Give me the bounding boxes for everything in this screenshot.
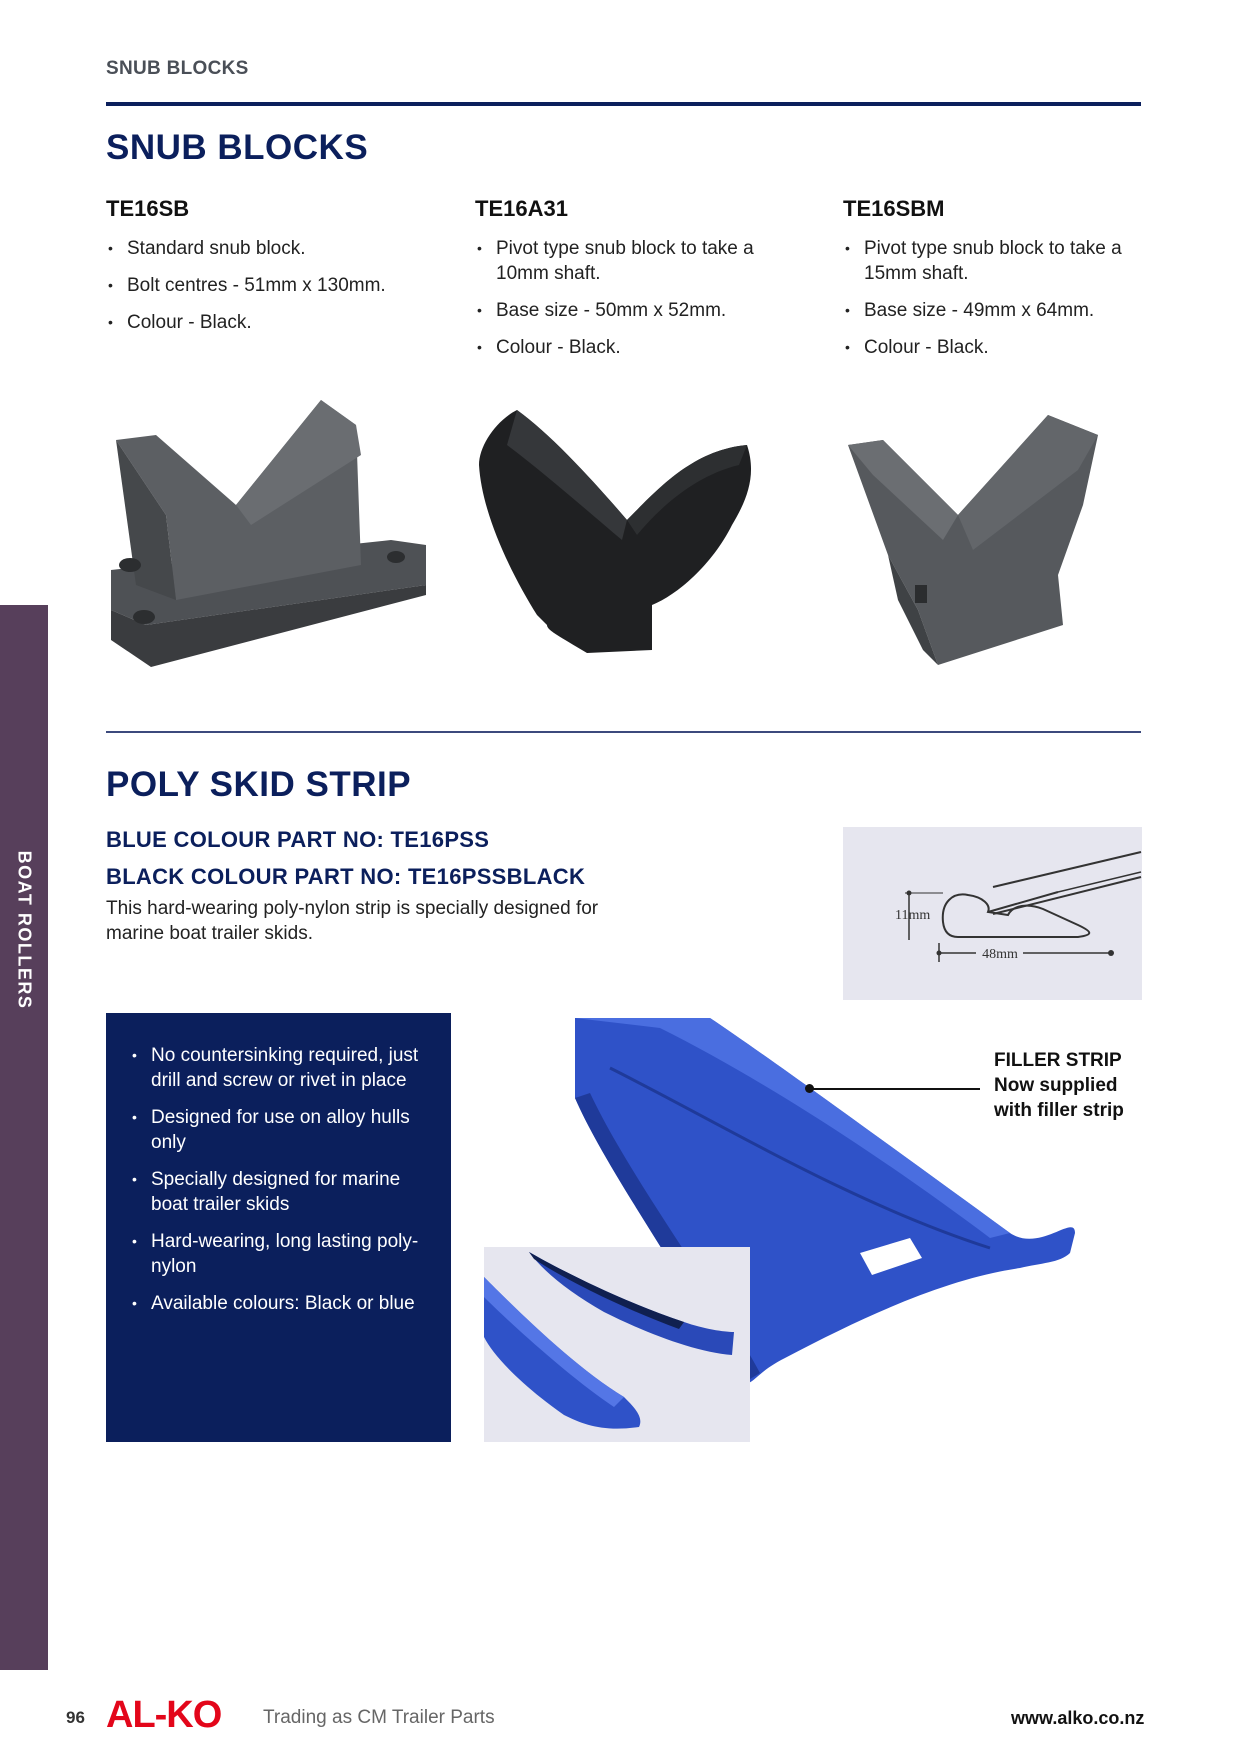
product-te16sbm xyxy=(843,196,1163,372)
profile-diagram xyxy=(843,827,1142,1000)
running-header: SNUB BLOCKS xyxy=(106,58,249,79)
callout-title: FILLER STRIP xyxy=(994,1050,1122,1071)
product-te16sb xyxy=(106,196,426,347)
profile-diagram-drawing xyxy=(843,827,1142,1000)
feature-item: • Hard-wearing, long lasting poly-nylon xyxy=(130,1229,430,1279)
header-rule xyxy=(106,102,1141,106)
alko-logo xyxy=(106,1696,241,1732)
bullet-item: • Standard snub block. xyxy=(106,236,426,261)
product-code: TE16SBM xyxy=(843,196,945,221)
page-number: 96 xyxy=(66,1708,85,1727)
feature-item: • Available colours: Black or blue xyxy=(130,1291,430,1316)
part-number-black: BLACK COLOUR PART NO: TE16PSSBLACK xyxy=(106,864,586,889)
bullet-item: • Pivot type snub block to take a 15mm shaft. xyxy=(843,236,1163,286)
product-code: TE16SB xyxy=(106,196,190,221)
product-te16a31 xyxy=(475,196,795,372)
bullet-item: • Colour - Black. xyxy=(843,335,1163,360)
trading-as-text: Trading as CM Trailer Parts xyxy=(263,1707,495,1728)
filler-strip-callout xyxy=(994,1048,1124,1123)
snub-block-te16sbm-image xyxy=(843,410,1123,665)
product-code: TE16A31 xyxy=(475,196,568,221)
product-bullets xyxy=(843,236,1163,360)
poly-skid-strip-title: POLY SKID STRIP xyxy=(106,765,412,804)
feature-panel xyxy=(106,1013,451,1442)
side-tab-label: BOAT ROLLERS xyxy=(14,850,35,1010)
website-link[interactable]: www.alko.co.nz xyxy=(1011,1708,1145,1728)
feature-list xyxy=(130,1043,430,1328)
feature-item: • No countersinking required, just drill and screw or rivet in place xyxy=(130,1043,430,1093)
feature-item: • Designed for use on alloy hulls only xyxy=(130,1105,430,1155)
bullet-item: • Base size - 50mm x 52mm. xyxy=(475,298,795,323)
snub-block-te16sb-image xyxy=(106,395,426,670)
callout-text-line: Now supplied xyxy=(994,1075,1118,1096)
width-dimension-label: 48mm xyxy=(982,947,1018,962)
product-bullets xyxy=(475,236,795,360)
bullet-item: • Base size - 49mm x 64mm. xyxy=(843,298,1163,323)
strip-profile-inset-drawing xyxy=(484,1247,750,1442)
section-divider xyxy=(106,731,1141,733)
bullet-item: • Colour - Black. xyxy=(106,310,426,335)
alko-logo-text: AL-KO xyxy=(106,1696,222,1732)
callout-leader-line xyxy=(810,1088,980,1090)
side-tab xyxy=(0,605,48,1670)
poly-description: This hard-wearing poly-nylon strip is specially designed for marine boat trailer skids. xyxy=(106,898,599,944)
snub-block-te16a31-image xyxy=(477,405,767,655)
strip-profile-inset xyxy=(484,1247,750,1442)
snub-blocks-title: SNUB BLOCKS xyxy=(106,128,369,167)
height-dimension-label: 11mm xyxy=(895,908,931,923)
bullet-item: • Bolt centres - 51mm x 130mm. xyxy=(106,273,426,298)
feature-item: • Specially designed for marine boat trailer skids xyxy=(130,1167,430,1217)
callout-text-line: with filler strip xyxy=(994,1100,1124,1121)
bullet-item: • Pivot type snub block to take a 10mm shaft. xyxy=(475,236,795,286)
product-bullets xyxy=(106,236,426,335)
part-number-blue: BLUE COLOUR PART NO: TE16PSS xyxy=(106,827,490,852)
bullet-item: • Colour - Black. xyxy=(475,335,795,360)
